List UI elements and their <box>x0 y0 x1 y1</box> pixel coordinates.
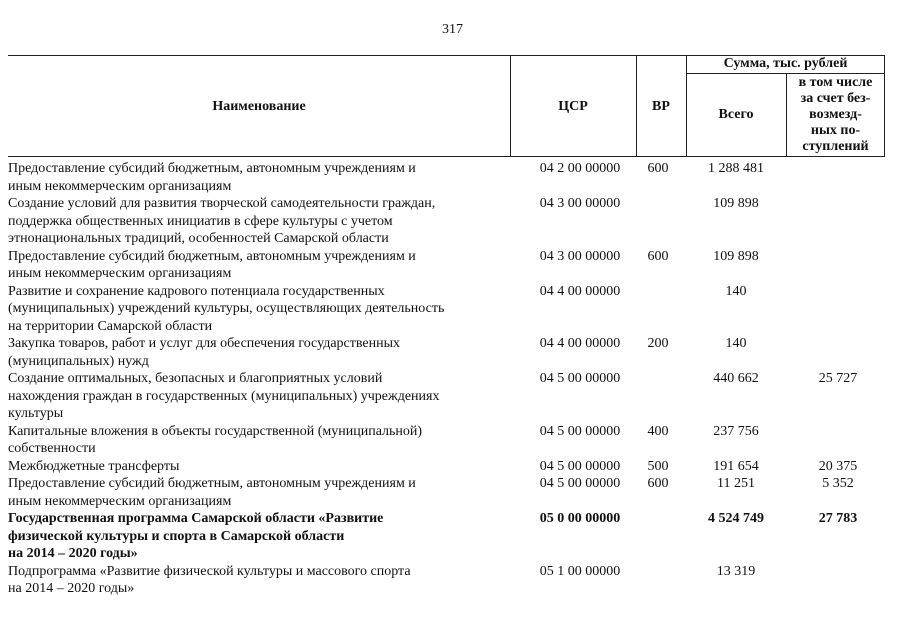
row-free: 25 727 <box>818 371 858 386</box>
row-csr: 04 4 00 00000 <box>539 283 621 299</box>
header-total: Всего <box>718 107 754 122</box>
row-total: 140 <box>725 283 747 299</box>
row-name: Закупка товаров, работ и услуг для обеспечения государственных (муниципальных) нужд <box>8 336 401 369</box>
row-name: Создание оптимальных, безопасных и благоприятных условий нахождения граждан в государственных (муниципальных) учреждениях культуры <box>8 371 440 421</box>
table-row <box>8 195 885 248</box>
row-name: Подпрограмма «Развитие физической культуры и массового спорта на 2014 – 2020 годы» <box>8 563 411 596</box>
table-row <box>8 248 885 283</box>
table-row <box>8 160 885 195</box>
row-csr: 04 2 00 00000 <box>539 161 621 176</box>
row-total: 11 251 <box>717 476 755 491</box>
header-sum-group: Сумма, тыс. рублей <box>723 56 848 71</box>
row-csr: 04 4 00 00000 <box>539 336 621 351</box>
row-csr: 04 5 00 00000 <box>539 423 621 439</box>
row-free: 27 783 <box>818 511 858 526</box>
page-number: 317 <box>442 22 463 37</box>
row-name: Межбюджетные трансферты <box>8 458 180 474</box>
header-free: в том числе за счет без- возмезд- ных по- ступлений <box>798 75 873 154</box>
table-row <box>8 475 885 510</box>
row-csr: 05 0 00 00000 <box>539 511 621 526</box>
row-name: Предоставление субсидий бюджетным, автономным учреждениям и иным некоммерческим организациям <box>8 248 416 281</box>
row-total: 13 319 <box>716 563 756 579</box>
row-total: 237 756 <box>713 423 759 439</box>
row-vr: 600 <box>647 161 669 176</box>
row-vr: 600 <box>647 248 669 264</box>
row-vr: 400 <box>647 423 669 439</box>
row-csr: 04 5 00 00000 <box>539 371 621 386</box>
row-total: 1 288 481 <box>708 161 764 176</box>
table-row <box>8 283 885 336</box>
table-header <box>8 55 885 157</box>
row-csr: 04 5 00 00000 <box>539 458 621 474</box>
row-name: Предоставление субсидий бюджетным, автономным учреждениям и иным некоммерческим организациям <box>8 476 416 509</box>
row-free: 5 352 <box>822 476 854 491</box>
header-csr: ЦСР <box>558 99 588 114</box>
row-name: Развитие и сохранение кадрового потенциала государственных (муниципальных) учреждений культуры, осуществляющих деятельность на территории Самарской области <box>8 283 445 334</box>
table-row <box>8 510 885 563</box>
row-total: 140 <box>725 336 747 351</box>
table-row <box>8 423 885 458</box>
table-body <box>8 160 885 598</box>
row-name: Предоставление субсидий бюджетным, автономным учреждениям и иным некоммерческим организациям <box>8 161 416 194</box>
table-row <box>8 335 885 370</box>
table-row <box>8 563 885 598</box>
row-total: 4 524 749 <box>708 511 764 526</box>
row-csr: 04 3 00 00000 <box>539 196 621 211</box>
row-vr: 600 <box>647 476 669 491</box>
row-csr: 04 3 00 00000 <box>539 248 621 264</box>
header-name: Наименование <box>212 99 306 114</box>
header-vr: ВР <box>652 99 670 114</box>
table-row <box>8 370 885 423</box>
row-csr: 04 5 00 00000 <box>539 476 621 491</box>
row-vr: 500 <box>647 458 669 474</box>
row-total: 440 662 <box>713 371 759 386</box>
row-total: 109 898 <box>713 248 759 264</box>
row-free: 20 375 <box>818 458 858 474</box>
row-name: Капитальные вложения в объекты государственной (муниципальной) собственности <box>8 423 423 456</box>
row-total: 191 654 <box>713 458 759 474</box>
table-row <box>8 458 885 476</box>
row-csr: 05 1 00 00000 <box>539 563 621 579</box>
row-name: Государственная программа Самарской области «Развитие физической культуры и спорта в Самарской области на 2014 – 2020 годы» <box>8 511 384 561</box>
header-bottom-border <box>8 156 885 157</box>
row-total: 109 898 <box>713 196 759 211</box>
row-name: Создание условий для развития творческой самодеятельности граждан, поддержка общественных инициатив в сфере культуры с учетом этнонациональных традиций, особенностей Самарской области <box>8 196 436 246</box>
row-vr: 200 <box>647 336 669 351</box>
